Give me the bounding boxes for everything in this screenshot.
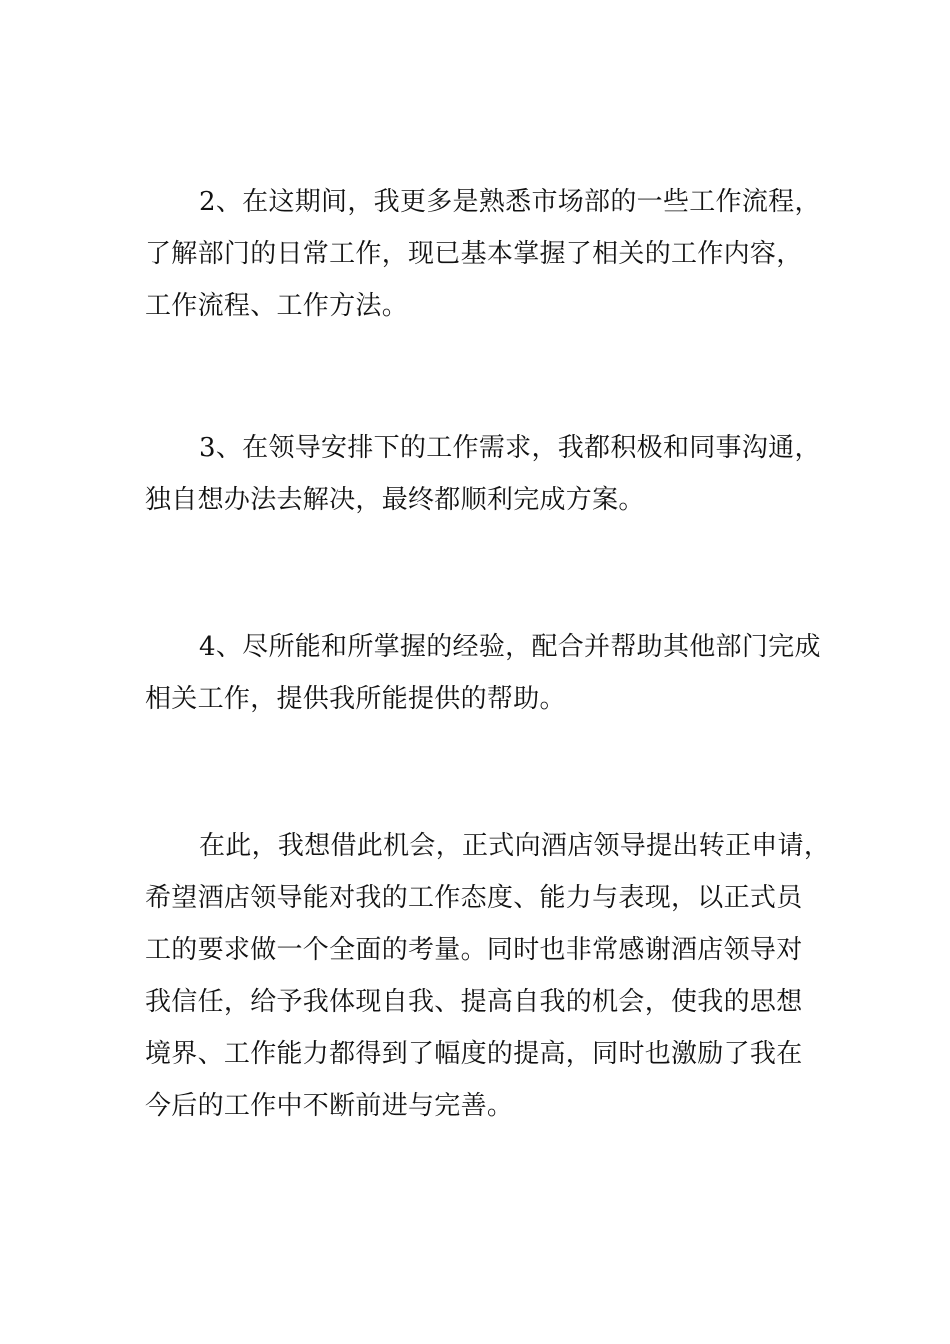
paragraph-line: 境界、工作能力都得到了幅度的提高，同时也激励了我在 <box>145 1039 803 1069</box>
paragraph-item-2 <box>145 176 835 332</box>
paragraph-line: 工的要求做一个全面的考量。同时也非常感谢酒店领导对 <box>145 935 803 965</box>
paragraph-line: 4、尽所能和所掌握的经验，配合并帮助其他部门完成 <box>199 632 821 662</box>
paragraph-item-3 <box>145 422 835 526</box>
paragraph-line: 在此，我想借此机会，正式向酒店领导提出转正申请， <box>199 831 831 861</box>
paragraph-line: 工作流程、工作方法。 <box>145 291 409 321</box>
paragraph-line: 相关工作，提供我所能提供的帮助。 <box>145 684 566 714</box>
paragraph-line: 今后的工作中不断前进与完善。 <box>145 1091 514 1121</box>
paragraph-line: 3、在领导安排下的工作需求，我都积极和同事沟通， <box>199 433 821 463</box>
paragraph-closing <box>145 820 835 1132</box>
paragraph-line: 2、在这期间，我更多是熟悉市场部的一些工作流程， <box>199 187 821 217</box>
paragraph-line: 独自想办法去解决，最终都顺利完成方案。 <box>145 485 645 515</box>
paragraph-item-4 <box>145 621 835 725</box>
paragraph-line: 了解部门的日常工作，现已基本掌握了相关的工作内容， <box>145 239 803 269</box>
paragraph-line: 我信任，给予我体现自我、提高自我的机会，使我的思想 <box>145 987 803 1017</box>
paragraph-line: 希望酒店领导能对我的工作态度、能力与表现，以正式员 <box>145 883 803 913</box>
